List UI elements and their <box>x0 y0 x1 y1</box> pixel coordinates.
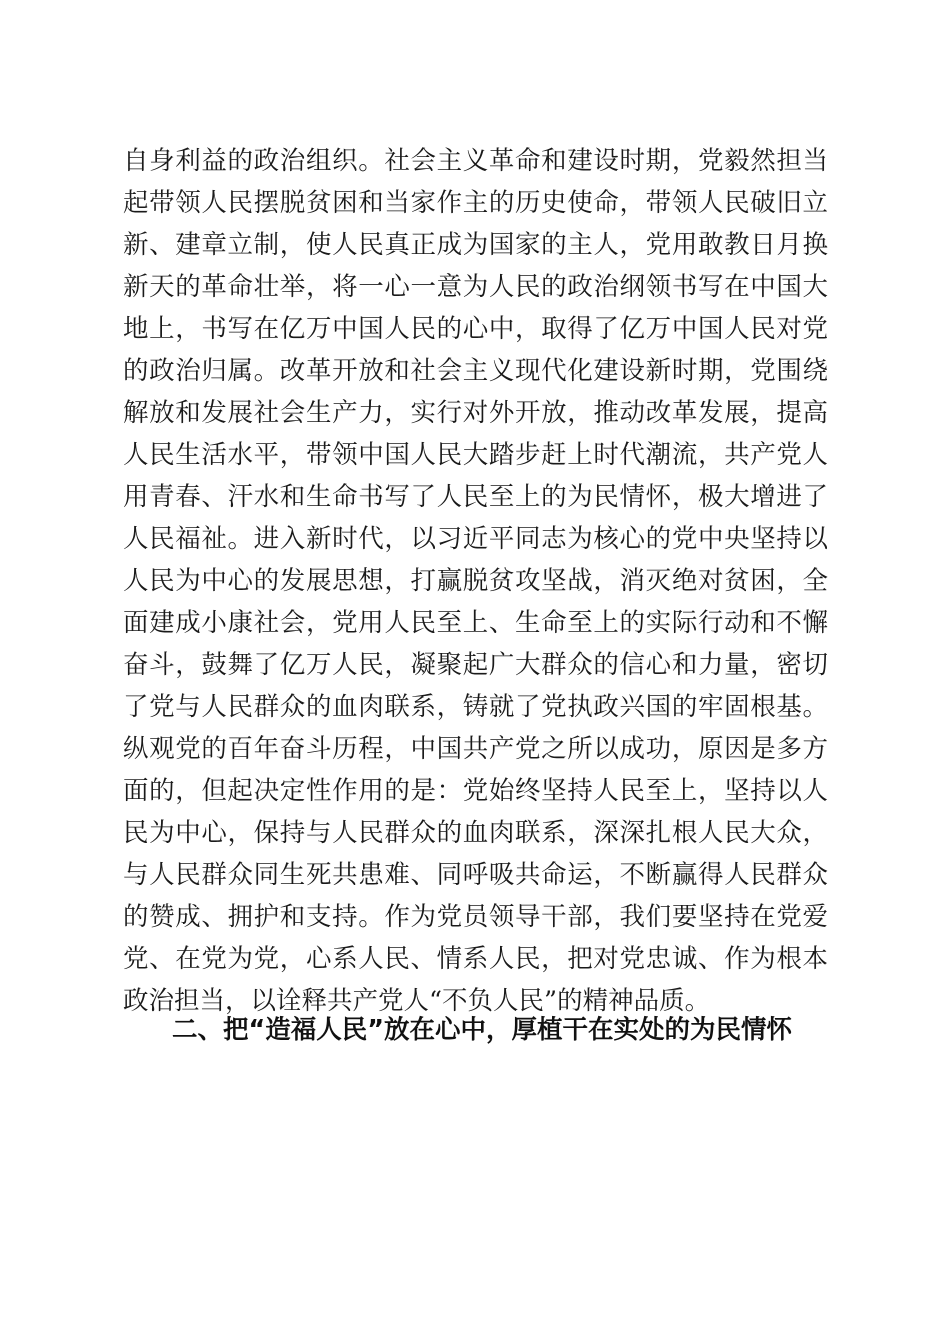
paragraph-line: 用青春、汗水和生命书写了人民至上的为民情怀，极大增进了 <box>123 482 828 512</box>
paragraph-line: 民为中心，保持与人民群众的血肉联系，深深扎根人民大众， <box>123 818 828 848</box>
paragraph-line: 的赞成、拥护和支持。作为党员领导干部，我们要坚持在党爱 <box>123 902 828 932</box>
paragraph-line: 人民福祉。进入新时代，以习近平同志为核心的党中央坚持以 <box>123 524 828 554</box>
paragraph-line: 面建成小康社会，党用人民至上、生命至上的实际行动和不懈 <box>123 608 828 638</box>
paragraph-line: 与人民群众同生死共患难、同呼吸共命运，不断赢得人民群众 <box>123 860 828 890</box>
paragraph-line: 政治担当，以诠释共产党人“不负人民”的精神品质。 <box>123 986 711 1016</box>
paragraph-line: 自身利益的政治组织。社会主义革命和建设时期，党毅然担当 <box>123 146 828 176</box>
paragraph-line: 人民生活水平，带领中国人民大踏步赶上时代潮流，共产党人 <box>123 440 828 470</box>
paragraph-line: 地上，书写在亿万中国人民的心中，取得了亿万中国人民对党 <box>123 314 828 344</box>
paragraph-line: 人民为中心的发展思想，打赢脱贫攻坚战，消灭绝对贫困，全 <box>123 566 828 596</box>
paragraph-line: 纵观党的百年奋斗历程，中国共产党之所以成功，原因是多方 <box>123 734 828 764</box>
paragraph-line: 解放和发展社会生产力，实行对外开放，推动改革发展，提高 <box>123 398 828 428</box>
paragraph-line: 面的，但起决定性作用的是：党始终坚持人民至上，坚持以人 <box>123 776 828 806</box>
paragraph-line: 了党与人民群众的血肉联系，铸就了党执政兴国的牢固根基。 <box>123 692 828 722</box>
paragraph-line: 党、在党为党，心系人民、情系人民，把对党忠诚、作为根本 <box>123 944 828 974</box>
paragraph-line: 起带领人民摆脱贫困和当家作主的历史使命，带领人民破旧立 <box>123 188 828 218</box>
section-heading: 二、把“造福人民”放在心中，厚植干在实处的为民情怀 <box>172 1015 793 1045</box>
paragraph-line: 新天的革命壮举，将一心一意为人民的政治纲领书写在中国大 <box>123 272 828 302</box>
paragraph-line: 奋斗，鼓舞了亿万人民，凝聚起广大群众的信心和力量，密切 <box>123 650 828 680</box>
paragraph-line: 新、建章立制，使人民真正成为国家的主人，党用敢教日月换 <box>123 230 828 260</box>
paragraph-line: 的政治归属。改革开放和社会主义现代化建设新时期，党围绕 <box>123 356 828 386</box>
body-paragraph <box>123 140 828 1022</box>
